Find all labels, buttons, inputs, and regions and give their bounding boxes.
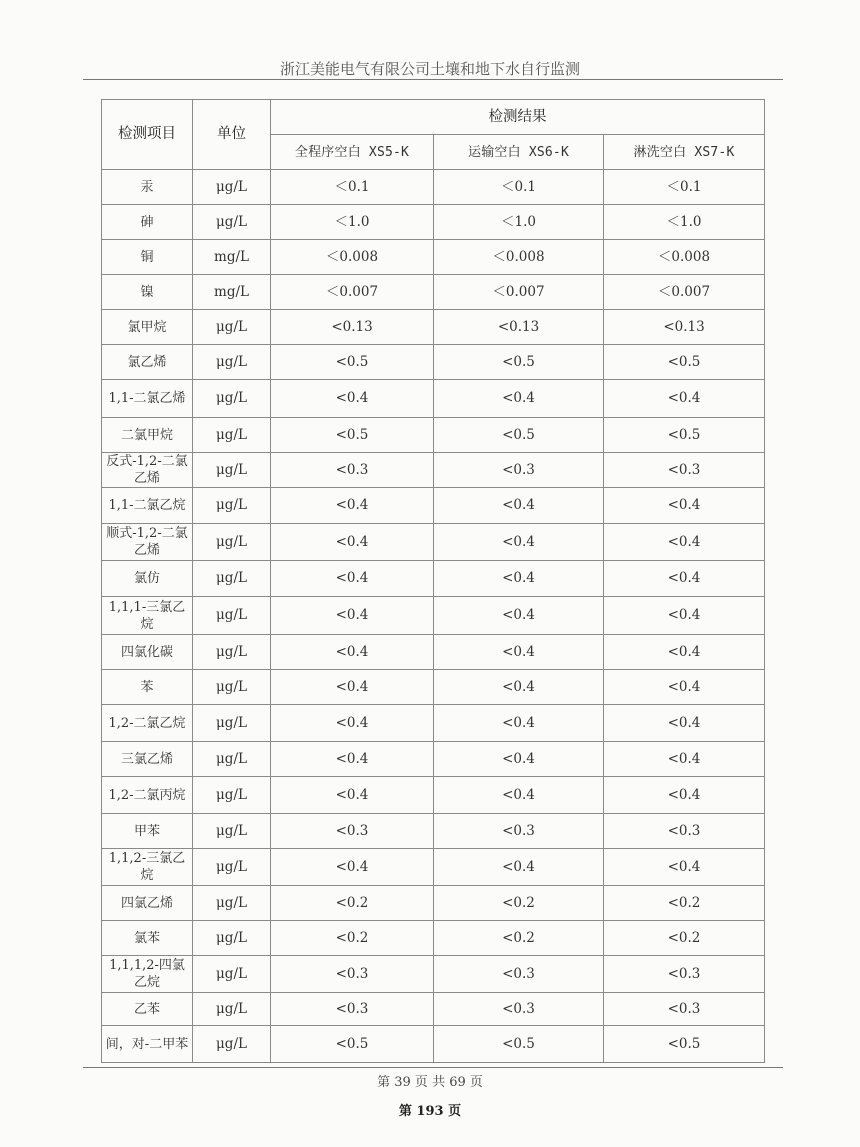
unit-cell: μg/L: [193, 742, 271, 777]
unit-cell: μg/L: [193, 777, 271, 814]
result-cell: <0.4: [271, 670, 434, 705]
result-cell: <0.4: [271, 742, 434, 777]
unit-cell: μg/L: [193, 453, 271, 488]
item-name-cell: 1,1-二氯乙烷: [102, 488, 193, 524]
unit-cell: μg/L: [193, 814, 271, 849]
results-body: [102, 170, 765, 1063]
table-row: [102, 380, 765, 418]
result-cell: <0.2: [271, 886, 434, 921]
table-row: [102, 240, 765, 275]
result-cell: <0.13: [434, 310, 604, 345]
item-name-cell: 镍: [102, 275, 193, 310]
unit-cell: μg/L: [193, 205, 271, 240]
footer-divider: [83, 1067, 783, 1068]
table-row: [102, 453, 765, 488]
result-cell: ＜1.0: [271, 205, 434, 240]
result-cell: <0.3: [271, 453, 434, 488]
result-cell: <0.5: [434, 345, 604, 380]
result-cell: <0.4: [434, 849, 604, 886]
unit-cell: mg/L: [193, 275, 271, 310]
result-cell: <0.4: [604, 524, 765, 561]
col-header-unit: 单位: [193, 100, 271, 170]
unit-cell: μg/L: [193, 380, 271, 418]
result-cell: <0.4: [604, 488, 765, 524]
item-name-cell: 顺式-1,2-二氯乙烯: [102, 524, 193, 561]
item-name-cell: 1,2-二氯丙烷: [102, 777, 193, 814]
item-name-cell: 间，对-二甲苯: [102, 1026, 193, 1063]
table-row: [102, 275, 765, 310]
result-cell: <0.3: [434, 993, 604, 1026]
item-name-cell: 苯: [102, 670, 193, 705]
result-cell: <0.4: [604, 777, 765, 814]
result-cell: <0.3: [604, 453, 765, 488]
table-row: [102, 561, 765, 597]
result-cell: <0.3: [604, 814, 765, 849]
result-cell: ＜1.0: [434, 205, 604, 240]
table-row: [102, 670, 765, 705]
result-cell: <0.4: [434, 597, 604, 635]
item-name-cell: 四氯乙烯: [102, 886, 193, 921]
item-name-cell: 砷: [102, 205, 193, 240]
result-cell: <0.4: [604, 635, 765, 670]
result-cell: <0.4: [434, 777, 604, 814]
result-cell: <0.4: [604, 742, 765, 777]
table-row: [102, 597, 765, 635]
unit-cell: μg/L: [193, 956, 271, 993]
result-cell: <0.4: [271, 597, 434, 635]
item-name-cell: 氯仿: [102, 561, 193, 597]
unit-cell: μg/L: [193, 1026, 271, 1063]
unit-cell: μg/L: [193, 635, 271, 670]
table-row: [102, 488, 765, 524]
item-name-cell: 三氯乙烯: [102, 742, 193, 777]
result-cell: <0.5: [434, 1026, 604, 1063]
page-number-global: 第 193 页: [398, 1104, 462, 1119]
table-row: [102, 1026, 765, 1063]
unit-cell: μg/L: [193, 524, 271, 561]
result-cell: <0.4: [271, 524, 434, 561]
result-cell: <0.4: [434, 561, 604, 597]
result-cell: <0.4: [271, 380, 434, 418]
result-cell: ＜0.007: [271, 275, 434, 310]
table-row: [102, 956, 765, 993]
result-cell: ＜0.007: [604, 275, 765, 310]
result-cell: <0.13: [604, 310, 765, 345]
unit-cell: μg/L: [193, 921, 271, 956]
results-table: [101, 99, 765, 1063]
result-cell: <0.4: [434, 705, 604, 742]
unit-cell: μg/L: [193, 670, 271, 705]
unit-cell: μg/L: [193, 561, 271, 597]
result-cell: <0.4: [434, 635, 604, 670]
table-row: [102, 705, 765, 742]
unit-cell: μg/L: [193, 705, 271, 742]
result-cell: <0.4: [434, 380, 604, 418]
result-cell: <0.5: [604, 418, 765, 453]
result-cell: <0.4: [604, 670, 765, 705]
result-cell: ＜0.007: [434, 275, 604, 310]
table-row: [102, 205, 765, 240]
unit-cell: mg/L: [193, 240, 271, 275]
result-cell: <0.2: [604, 886, 765, 921]
result-cell: <0.5: [271, 345, 434, 380]
item-name-cell: 乙苯: [102, 993, 193, 1026]
result-cell: <0.5: [271, 1026, 434, 1063]
item-name-cell: 反式-1,2-二氯乙烯: [102, 453, 193, 488]
result-cell: ＜0.1: [434, 170, 604, 205]
table-row: [102, 921, 765, 956]
table-row: [102, 418, 765, 453]
table-row: [102, 814, 765, 849]
item-name-cell: 汞: [102, 170, 193, 205]
header-divider: [83, 79, 783, 80]
page-number-local: 第 39 页 共 69 页: [377, 1075, 483, 1090]
result-cell: <0.4: [271, 705, 434, 742]
result-cell: <0.4: [271, 777, 434, 814]
result-cell: <0.3: [271, 814, 434, 849]
result-cell: <0.4: [434, 488, 604, 524]
result-cell: <0.4: [271, 635, 434, 670]
item-name-cell: 1,1,1-三氯乙烷: [102, 597, 193, 635]
item-name-cell: 氯乙烯: [102, 345, 193, 380]
result-cell: <0.5: [604, 345, 765, 380]
item-name-cell: 氯苯: [102, 921, 193, 956]
result-cell: <0.3: [604, 993, 765, 1026]
result-cell: <0.4: [604, 561, 765, 597]
item-name-cell: 氯甲烷: [102, 310, 193, 345]
page-header-title: 浙江美能电气有限公司土壤和地下水自行监测: [279, 60, 580, 78]
result-cell: <0.4: [604, 597, 765, 635]
item-name-cell: 1,2-二氯乙烷: [102, 705, 193, 742]
result-cell: <0.2: [434, 921, 604, 956]
result-cell: <0.3: [434, 453, 604, 488]
col-header-sample: 运输空白 XS6-K: [434, 135, 604, 170]
result-cell: ＜0.1: [271, 170, 434, 205]
result-cell: ＜0.008: [434, 240, 604, 275]
item-name-cell: 甲苯: [102, 814, 193, 849]
result-cell: ＜0.008: [604, 240, 765, 275]
unit-cell: μg/L: [193, 170, 271, 205]
item-name-cell: 二氯甲烷: [102, 418, 193, 453]
table-row: [102, 524, 765, 561]
result-cell: <0.3: [434, 814, 604, 849]
result-cell: <0.3: [434, 956, 604, 993]
item-name-cell: 1,1,2-三氯乙烷: [102, 849, 193, 886]
item-name-cell: 铜: [102, 240, 193, 275]
item-name-cell: 1,1,1,2-四氯乙烷: [102, 956, 193, 993]
result-cell: ＜1.0: [604, 205, 765, 240]
col-header-results: 检测结果: [271, 100, 765, 135]
item-name-cell: 四氯化碳: [102, 635, 193, 670]
result-cell: <0.13: [271, 310, 434, 345]
table-row: [102, 742, 765, 777]
item-name-cell: 1,1-二氯乙烯: [102, 380, 193, 418]
table-row: [102, 849, 765, 886]
result-cell: ＜0.008: [271, 240, 434, 275]
table-row: [102, 170, 765, 205]
result-cell: <0.4: [604, 849, 765, 886]
result-cell: ＜0.1: [604, 170, 765, 205]
result-cell: <0.5: [434, 418, 604, 453]
table-row: [102, 310, 765, 345]
result-cell: <0.4: [604, 380, 765, 418]
result-cell: <0.2: [271, 921, 434, 956]
table-row: [102, 886, 765, 921]
unit-cell: μg/L: [193, 310, 271, 345]
result-cell: <0.3: [604, 956, 765, 993]
result-cell: <0.2: [604, 921, 765, 956]
result-cell: <0.4: [271, 849, 434, 886]
result-cell: <0.4: [434, 742, 604, 777]
result-cell: <0.4: [434, 670, 604, 705]
table-row: [102, 345, 765, 380]
col-header-sample: 淋洗空白 XS7-K: [604, 135, 765, 170]
result-cell: <0.5: [604, 1026, 765, 1063]
result-cell: <0.4: [434, 524, 604, 561]
unit-cell: μg/L: [193, 597, 271, 635]
unit-cell: μg/L: [193, 849, 271, 886]
unit-cell: μg/L: [193, 418, 271, 453]
col-header-sample: 全程序空白 XS5-K: [271, 135, 434, 170]
unit-cell: μg/L: [193, 345, 271, 380]
result-cell: <0.2: [434, 886, 604, 921]
result-cell: <0.4: [604, 705, 765, 742]
result-cell: <0.5: [271, 418, 434, 453]
result-cell: <0.3: [271, 993, 434, 1026]
unit-cell: μg/L: [193, 886, 271, 921]
result-cell: <0.3: [271, 956, 434, 993]
result-cell: <0.4: [271, 488, 434, 524]
col-header-item: 检测项目: [102, 100, 193, 170]
table-row: [102, 993, 765, 1026]
table-row: [102, 635, 765, 670]
table-row: [102, 777, 765, 814]
unit-cell: μg/L: [193, 488, 271, 524]
unit-cell: μg/L: [193, 993, 271, 1026]
result-cell: <0.4: [271, 561, 434, 597]
